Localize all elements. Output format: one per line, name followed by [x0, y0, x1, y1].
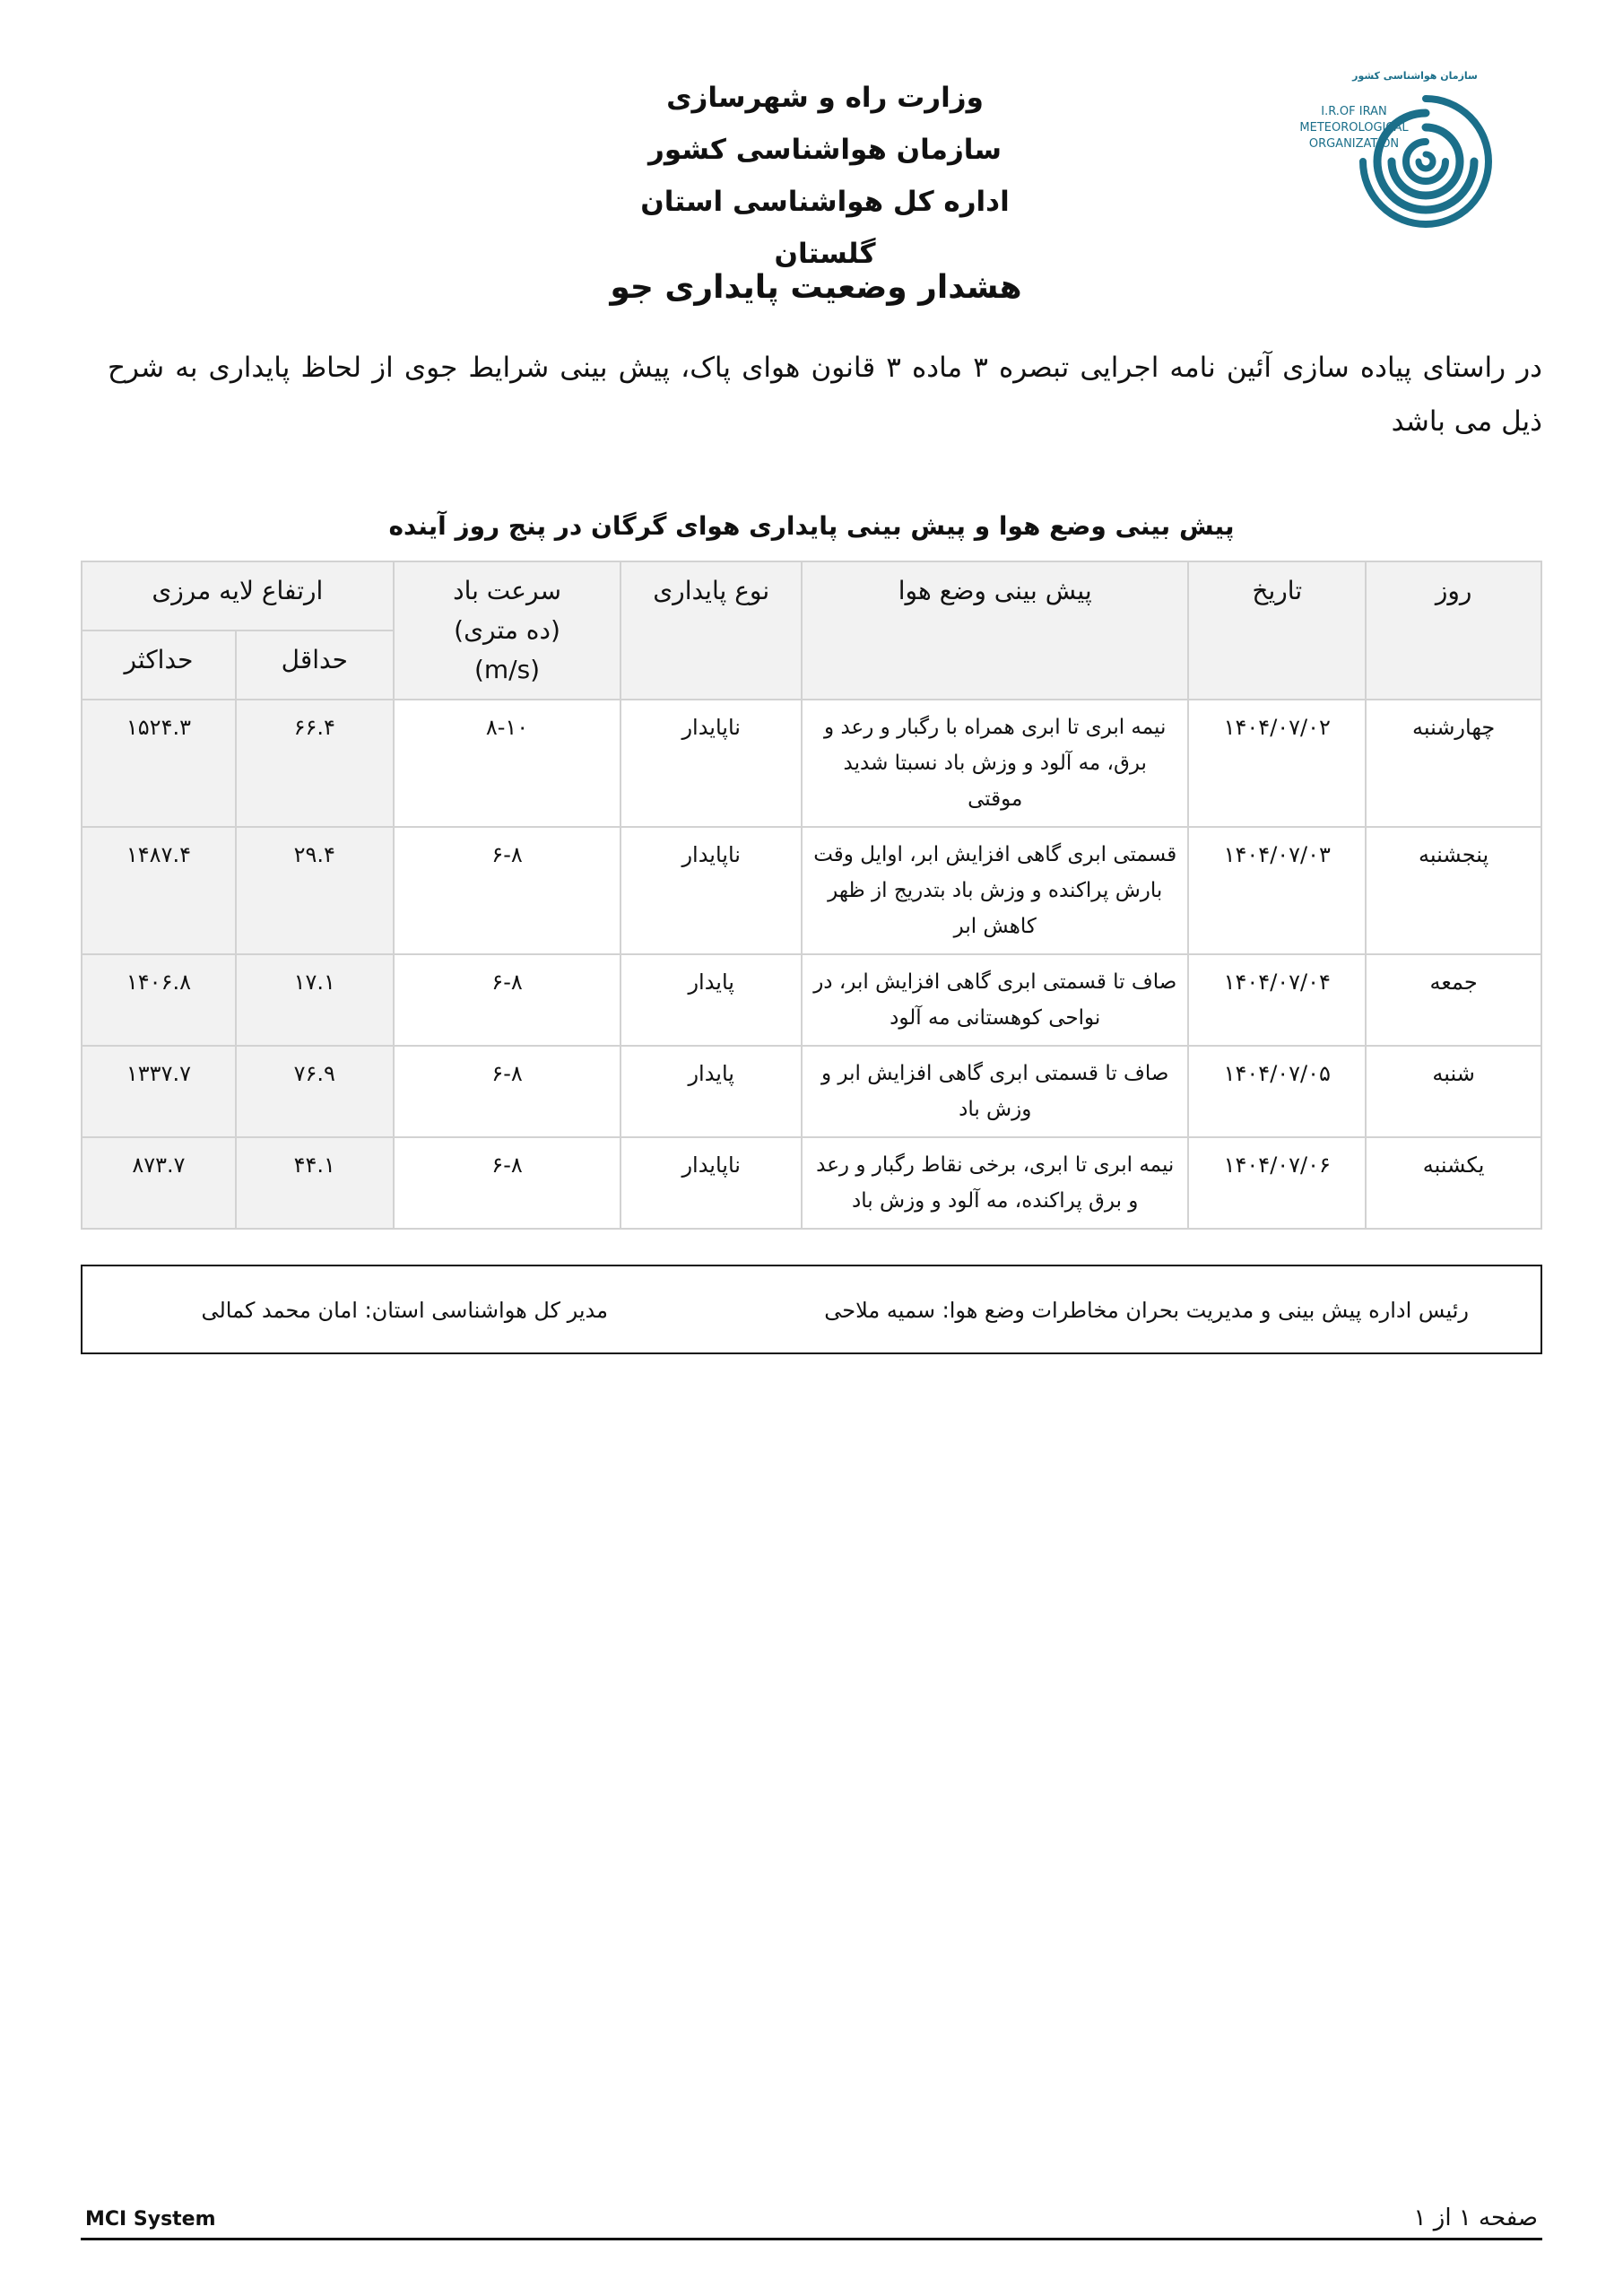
row-date: ۱۴۰۴/۰۷/۰۵: [1188, 1046, 1366, 1137]
row-date: ۱۴۰۴/۰۷/۰۴: [1188, 954, 1366, 1046]
meteorological-organization-logo: [1291, 63, 1524, 242]
row-min: ۱۷.۱: [236, 954, 394, 1046]
table-row: [82, 700, 1541, 827]
logo-text-en-1: I.R.OF IRAN: [1321, 105, 1387, 118]
header-wind-unit-2: (m/s): [473, 655, 541, 684]
header-boundary-layer: ارتفاع لایه مرزی: [82, 561, 394, 631]
row-wind: ۸-۱۰: [394, 700, 621, 827]
row-day: پنجشنبه: [1366, 827, 1541, 954]
footer-divider: [81, 2238, 1542, 2240]
row-stability: پایدار: [621, 954, 802, 1046]
row-weather: صاف تا قسمتی ابری گاهی افزایش ابر، در نواحی کوهستانی مه آلود: [802, 954, 1188, 1046]
header-weather: پیش بینی وضع هوا: [802, 561, 1188, 700]
row-min: ۲۹.۴: [236, 827, 394, 954]
row-date: ۱۴۰۴/۰۷/۰۶: [1188, 1137, 1366, 1229]
header-provincial-office: اداره کل هواشناسی استان گلستان: [640, 186, 1010, 270]
header-max: حداکثر: [82, 631, 236, 700]
row-wind: ۶-۸: [394, 1137, 621, 1229]
row-stability: ناپایدار: [621, 827, 802, 954]
row-stability: پایدار: [621, 1046, 802, 1137]
table-row: [82, 827, 1541, 954]
logo-text-en-3: ORGANIZATION: [1308, 137, 1400, 151]
ministry-header: [592, 72, 1058, 280]
row-max: ۸۷۳.۷: [82, 1137, 236, 1229]
header-ministry: وزارت راه و شهرسازی: [666, 82, 984, 114]
row-max: ۱۳۳۷.۷: [82, 1046, 236, 1137]
header-date: تاریخ: [1188, 561, 1366, 700]
row-day: جمعه: [1366, 954, 1541, 1046]
table-header-row: [82, 561, 1541, 631]
row-weather: قسمتی ابری گاهی افزایش ابر، اوایل وقت بارش پراکنده و وزش باد بتدریج از ظهر کاهش ابر: [802, 827, 1188, 954]
table-row: [82, 1046, 1541, 1137]
row-min: ۷۶.۹: [236, 1046, 394, 1137]
director-signature: مدیر کل هواشناسی استان: امان محمد کمالی: [201, 1298, 608, 1323]
row-day: یکشنبه: [1366, 1137, 1541, 1229]
footer-system-name: MCI System: [85, 2208, 216, 2231]
row-date: ۱۴۰۴/۰۷/۰۳: [1188, 827, 1366, 954]
footer-page-number: صفحه ۱ از ۱: [1413, 2205, 1538, 2231]
forecast-table: [81, 561, 1542, 1230]
row-wind: ۶-۸: [394, 1046, 621, 1137]
row-wind: ۶-۸: [394, 827, 621, 954]
row-stability: ناپایدار: [621, 700, 802, 827]
row-date: ۱۴۰۴/۰۷/۰۲: [1188, 700, 1366, 827]
row-max: ۱۴۰۶.۸: [82, 954, 236, 1046]
table-row: [82, 1137, 1541, 1229]
row-min: ۴۴.۱: [236, 1137, 394, 1229]
row-stability: ناپایدار: [621, 1137, 802, 1229]
row-weather: نیمه ابری تا ابری، برخی نقاط رگبار و رعد و برق پراکنده، مه آلود و وزش باد: [802, 1137, 1188, 1229]
row-day: شنبه: [1366, 1046, 1541, 1137]
logo-text-en-2: METEOROLOGICAL: [1299, 121, 1409, 135]
intro-paragraph: در راستای پیاده سازی آئین نامه اجرایی تبصره ۳ ماده ۳ قانون هوای پاک، پیش بینی شرایط جوی از لحاظ پایداری به شرح ذیل می باشد: [108, 352, 1542, 438]
row-max: ۱۴۸۷.۴: [82, 827, 236, 954]
forecast-head-signature: رئیس اداره پیش بینی و مدیریت بحران مخاطرات وضع هوا: سمیه ملاحی: [824, 1298, 1469, 1323]
logo-text-fa: سازمان هواشناسی کشور: [1352, 70, 1478, 82]
document-title: هشدار وضعیت پایداری جو: [610, 269, 1022, 306]
row-day: چهارشنبه: [1366, 700, 1541, 827]
header-stability: نوع پایداری: [621, 561, 802, 700]
table-title: پیش بینی وضع هوا و پیش بینی پایداری هوای گرگان در پنج روز آینده: [388, 511, 1235, 541]
header-day: روز: [1366, 561, 1541, 700]
header-organization: سازمان هواشناسی کشور: [648, 134, 1002, 166]
row-min: ۶۶.۴: [236, 700, 394, 827]
header-min: حداقل: [236, 631, 394, 700]
table-row: [82, 954, 1541, 1046]
header-wind-unit-1: (ده متری): [454, 615, 560, 645]
row-max: ۱۵۲۴.۳: [82, 700, 236, 827]
row-weather: صاف تا قسمتی ابری گاهی افزایش ابر و وزش باد: [802, 1046, 1188, 1137]
logo-spiral-icon: [1291, 63, 1524, 242]
signature-box: [81, 1265, 1542, 1354]
header-wind: [394, 561, 621, 700]
header-wind-label: سرعت باد: [453, 576, 561, 605]
row-weather: نیمه ابری تا ابری همراه با رگبار و رعد و برق، مه آلود و وزش باد نسبتا شدید موقتی: [802, 700, 1188, 827]
row-wind: ۶-۸: [394, 954, 621, 1046]
